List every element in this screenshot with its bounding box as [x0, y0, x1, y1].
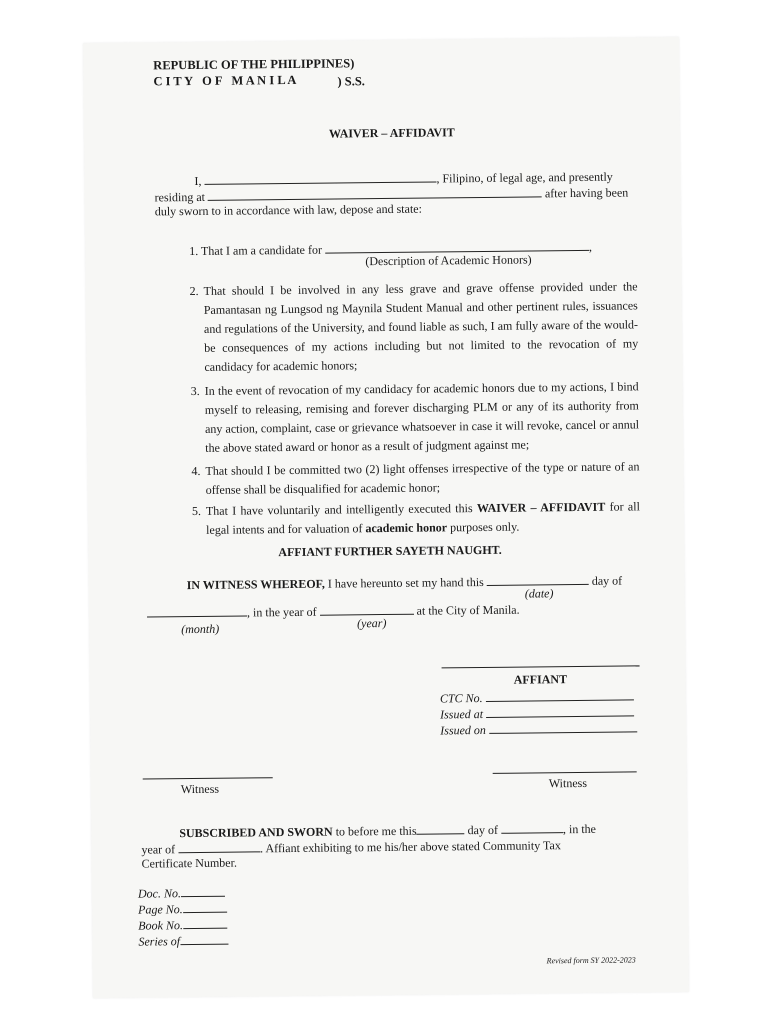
sworn-month-blank: [501, 820, 563, 834]
witness-text: I have hereunto set my hand this: [324, 574, 484, 591]
month-caption: (month): [181, 621, 220, 637]
sworn-text-2: . Affiant exhibiting to me his/her above stated Community Tax: [260, 838, 561, 856]
intro-after: after having been: [544, 185, 629, 201]
item-2: [189, 277, 639, 377]
item-2-text: That should I be involved in any less grave and grave offense provided under the Pamantasan ng Lungsod ng Maynila Student Manual and other pertinent rules, issuances and regulations of the University, and found liable as such, I am fully aware of the would-be consequences of my actions including but not limited to the revocation of my candidacy for academic honors;: [203, 279, 639, 374]
item-4-number: 4.: [191, 463, 201, 479]
item-3-number: 3.: [190, 383, 200, 399]
revised-form-footer: Revised form SY 2022-2023: [546, 955, 636, 966]
witness-whereof: IN WITNESS WHEREOF,: [186, 576, 325, 593]
doc-no-blank: [181, 884, 225, 897]
witness-left-line: [143, 777, 273, 779]
name-blank: [204, 169, 436, 184]
sworn-year-blank: [178, 839, 260, 853]
witness-clause-line-2: [147, 601, 520, 622]
header-ss: ) S.S.: [337, 74, 365, 89]
intro-i: I,: [194, 173, 202, 188]
ctc-label: CTC No.: [439, 690, 483, 706]
item-5: [191, 497, 640, 540]
honor-blank: [325, 238, 589, 254]
witness-right-label: Witness: [548, 775, 588, 791]
subscribed-line-3: Certificate Number.: [141, 855, 237, 871]
item-2-number: 2.: [189, 283, 199, 299]
item-4-text: That should I be committed two (2) light offenses irrespective of the type or nature of an offense shall be disqualified for academic honor;: [205, 459, 640, 497]
book-no-blank: [183, 916, 227, 929]
day-of-text: day of: [591, 573, 623, 588]
sworn-in-the: , in the: [562, 821, 597, 837]
item-5-text-e: purposes only.: [446, 519, 520, 535]
item-5-academic-honor: academic honor: [365, 520, 448, 536]
sworn-day-blank: [417, 821, 465, 835]
date-caption: (date): [524, 586, 554, 601]
series-of-label: Series of: [138, 934, 181, 949]
sworn-day-of: day of: [467, 822, 499, 838]
book-no-label: Book No.: [138, 918, 184, 933]
affiant-label: AFFIANT: [513, 672, 568, 687]
affidavit-page: [83, 37, 689, 998]
subscribed-line-2: [141, 836, 560, 857]
item-5-waiver: WAIVER – AFFIDAVIT: [476, 499, 606, 516]
header-city: C I T Y O F M A N I L A: [153, 72, 297, 89]
ctc-blank: [485, 687, 633, 702]
year-caption: (year): [357, 616, 387, 631]
series-of-blank: [180, 932, 228, 946]
intro-line-3: duly sworn to in accordance with law, depose and state:: [154, 201, 422, 219]
issued-at-blank: [486, 703, 634, 718]
subscribed-sworn: SUBSCRIBED AND SWORN: [179, 824, 333, 841]
issued-at-label: Issued at: [439, 706, 484, 722]
year-of-text: , in the year of: [246, 604, 317, 620]
date-blank: [487, 572, 589, 586]
sworn-year-of: year of: [141, 842, 176, 857]
item-5-text-a: That I have voluntarily and intelligently executed this: [205, 501, 477, 518]
witness-clause-line-1: [187, 572, 623, 594]
item-1-number: 1.: [189, 243, 199, 259]
doc-no-label: Doc. No.: [137, 886, 181, 901]
witness-left-label: Witness: [180, 781, 220, 797]
city-text: at the City of Manila.: [416, 602, 520, 618]
document-title: WAIVER – AFFIDAVIT: [328, 125, 455, 141]
item-1-text: That I am a candidate for: [200, 242, 322, 258]
affiant-signature-line: [442, 665, 640, 668]
series-of-row: [138, 932, 228, 950]
header-republic: REPUBLIC OF THE PHILIPPINES): [153, 56, 355, 73]
issued-on-blank: [489, 719, 637, 734]
intro-residing: residing at: [154, 189, 206, 205]
year-blank: [320, 602, 414, 616]
month-blank: [147, 603, 247, 617]
item-5-number: 5.: [191, 503, 201, 519]
page-no-label: Page No.: [138, 902, 183, 917]
honor-caption: (Description of Academic Honors): [365, 252, 532, 269]
item-3-text: In the event of revocation of my candidacy for academic honors due to my actions, I bind myself to releasing, remising and forever discharging PLM or any of its authority from any action, complaint, case or grievance whatsoever in case it will revoke, cancel or annul the above stated award or honor as a result of judgment against me;: [204, 379, 640, 455]
item-5-text-c: for all legal intents and for valuation of: [206, 499, 640, 537]
affiant-further-sayeth: AFFIANT FURTHER SAYETH NAUGHT.: [278, 542, 502, 560]
issued-on-row: [440, 719, 637, 738]
page-no-blank: [183, 900, 227, 913]
item-3: [190, 377, 640, 458]
intro-filipino: , Filipino, of legal age, and presently: [436, 169, 613, 186]
address-blank: [208, 184, 542, 200]
witness-right-line: [493, 771, 637, 774]
item-1-comma: ,: [588, 239, 592, 254]
item-4: [191, 457, 640, 500]
subscribed-text: to before me this: [332, 823, 417, 839]
issued-on-label: Issued on: [440, 722, 486, 738]
